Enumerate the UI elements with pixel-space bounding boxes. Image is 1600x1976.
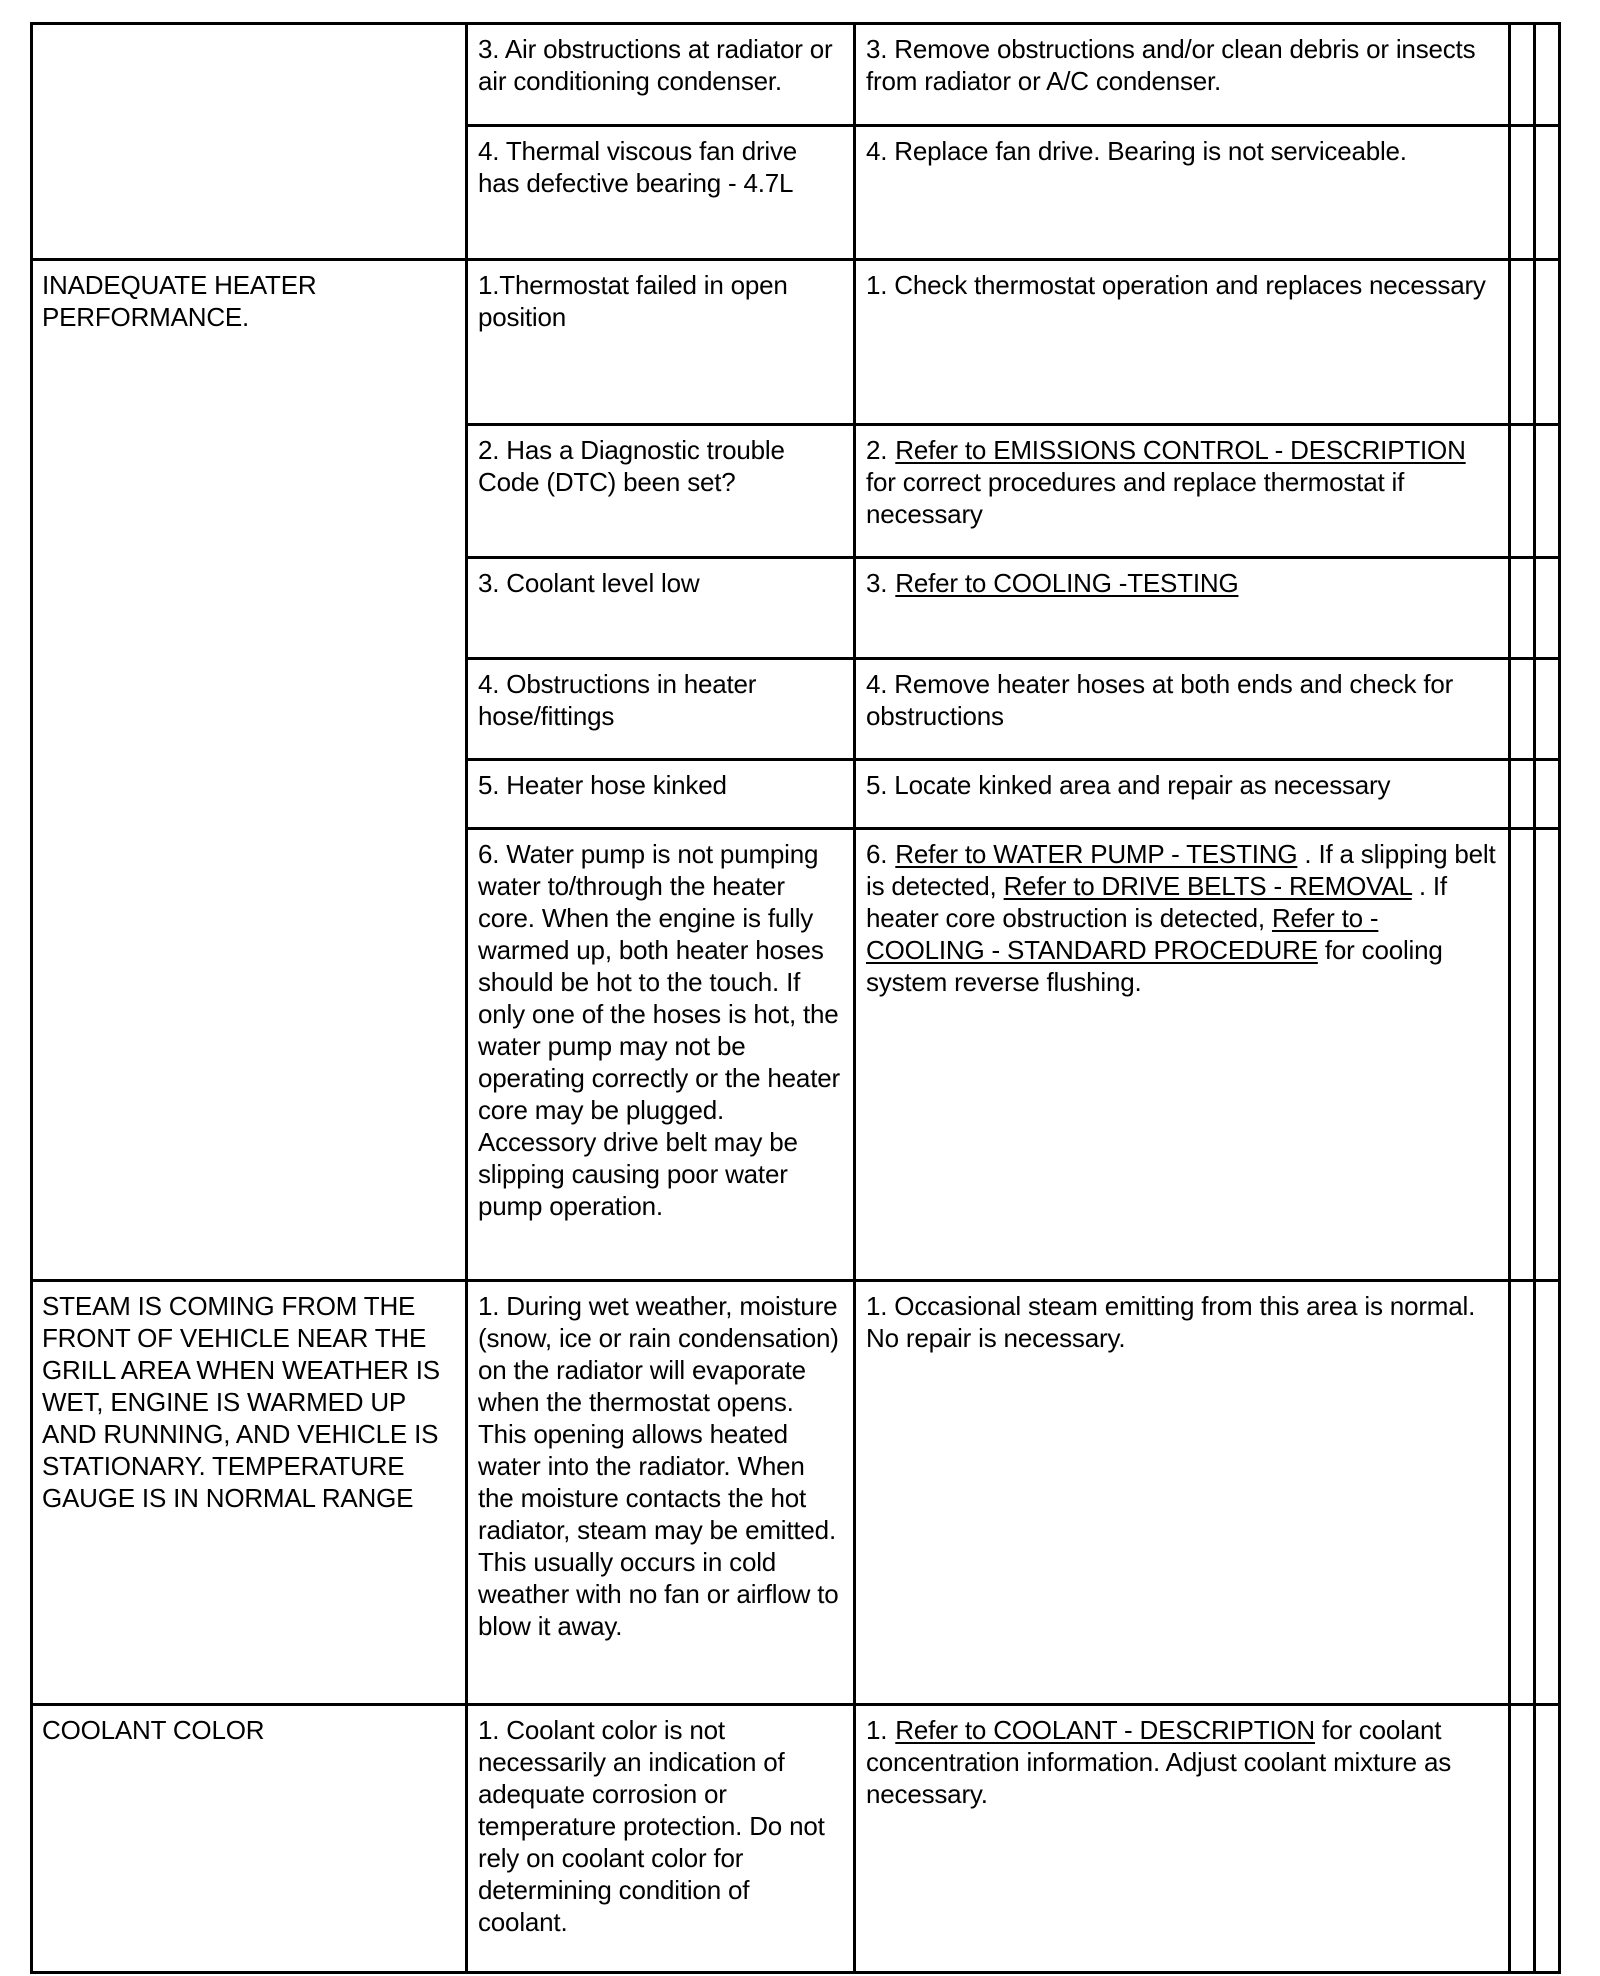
- correction-text: 1. Occasional steam emitting from this area is normal. No repair is necessary.: [866, 1291, 1476, 1353]
- check-column-a: [1510, 24, 1535, 126]
- check-column-b: [1535, 760, 1560, 829]
- correction-cell: [855, 1705, 1510, 1973]
- cross-reference-link[interactable]: Refer to WATER PUMP - TESTING: [895, 839, 1298, 869]
- condition-text: STEAM IS COMING FROM THE FRONT OF VEHICLE NEAR THE GRILL AREA WHEN WEATHER IS WET, ENGINE IS WARMED UP AND RUNNING, AND VEHICLE IS STATIONARY. TEMPERATURE GAUGE IS IN NORMAL RANGE: [42, 1291, 440, 1513]
- check-column-a: [1510, 659, 1535, 760]
- check-column-a: [1510, 760, 1535, 829]
- cause-cell: [467, 260, 855, 425]
- correction-text: 4. Remove heater hoses at both ends and check for obstructions: [866, 669, 1454, 731]
- correction-cell: [855, 1281, 1510, 1705]
- cause-cell: [467, 24, 855, 126]
- correction-text: . If heater core obstruction is detected,: [866, 871, 1447, 933]
- check-column-b: [1535, 24, 1560, 126]
- cause-text: 1. Coolant color is not necessarily an indication of adequate corrosion or temperature protection. Do not rely on coolant color for determining condition of coolant.: [478, 1715, 825, 1937]
- correction-number: 3.: [866, 568, 888, 598]
- check-column-a: [1510, 126, 1535, 260]
- condition-text: COOLANT COLOR: [42, 1715, 265, 1745]
- cause-text: 3. Air obstructions at radiator or air conditioning condenser.: [478, 34, 833, 96]
- correction-text: for cooling system reverse flushing.: [866, 935, 1443, 997]
- cross-reference-link[interactable]: Refer to DRIVE BELTS - REMOVAL: [1003, 871, 1412, 901]
- correction-text: for coolant concentration information. Adjust coolant mixture as necessary.: [866, 1715, 1452, 1809]
- check-column-b: [1535, 126, 1560, 260]
- condition-cell: [32, 1705, 467, 1973]
- cross-reference-link[interactable]: Refer to COOLANT - DESCRIPTION: [895, 1715, 1316, 1745]
- check-column-a: [1510, 1705, 1535, 1973]
- correction-text: 3. Remove obstructions and/or clean debris or insects from radiator or A/C condenser.: [866, 34, 1476, 96]
- cross-reference-link[interactable]: Refer to COOLING -TESTING: [895, 568, 1239, 598]
- cause-cell: [467, 425, 855, 558]
- table-row: [32, 1281, 1560, 1705]
- correction-text: 5. Locate kinked area and repair as necessary: [866, 770, 1391, 800]
- cause-text: 1. During wet weather, moisture (snow, ice or rain condensation) on the radiator will evaporate when the thermostat opens. This opening allows heated water into the radiator. When the moisture contacts the hot radiator, steam may be emitted. This usually occurs in cold weather with no fan or airflow to blow it away.: [478, 1291, 839, 1641]
- check-column-a: [1510, 829, 1535, 1281]
- cause-text: 5. Heater hose kinked: [478, 770, 727, 800]
- check-column-b: [1535, 558, 1560, 659]
- correction-text: . If a slipping belt is detected,: [866, 839, 1496, 901]
- cause-text: 6. Water pump is not pumping water to/through the heater core. When the engine is fully warmed up, both heater hoses should be hot to the touch. If only one of the hoses is hot, the water pump may not be operating correctly or the heater core may be plugged. Accessory drive belt may be slipping causing poor water pump operation.: [478, 839, 840, 1221]
- correction-text: 4. Replace fan drive. Bearing is not serviceable.: [866, 136, 1407, 166]
- cause-cell: [467, 760, 855, 829]
- cause-text: 1.Thermostat failed in open position: [478, 270, 788, 332]
- table-row: [32, 1705, 1560, 1973]
- check-column-b: [1535, 1705, 1560, 1973]
- check-column-a: [1510, 425, 1535, 558]
- cause-text: 4. Thermal viscous fan drive has defective bearing - 4.7L: [478, 136, 798, 198]
- check-column-b: [1535, 425, 1560, 558]
- cause-cell: [467, 558, 855, 659]
- cause-cell: [467, 829, 855, 1281]
- correction-cell: [855, 126, 1510, 260]
- table-row: [32, 260, 1560, 425]
- cause-cell: [467, 126, 855, 260]
- correction-cell: [855, 558, 1510, 659]
- cause-cell: [467, 1705, 855, 1973]
- correction-text: for correct procedures and replace thermostat if necessary: [866, 467, 1405, 529]
- cause-text: 3. Coolant level low: [478, 568, 700, 598]
- correction-cell: [855, 829, 1510, 1281]
- check-column-b: [1535, 659, 1560, 760]
- correction-text: 1. Check thermostat operation and replaces necessary: [866, 270, 1486, 300]
- correction-cell: [855, 760, 1510, 829]
- diagnosis-table: [30, 22, 1561, 1974]
- check-column-b: [1535, 829, 1560, 1281]
- correction-cell: [855, 260, 1510, 425]
- condition-cell: [32, 260, 467, 1281]
- check-column-a: [1510, 260, 1535, 425]
- cause-cell: [467, 659, 855, 760]
- check-column-b: [1535, 1281, 1560, 1705]
- table-row: [32, 24, 1560, 126]
- check-column-a: [1510, 1281, 1535, 1705]
- condition-cell: [32, 24, 467, 260]
- cause-cell: [467, 1281, 855, 1705]
- check-column-a: [1510, 558, 1535, 659]
- cause-text: 4. Obstructions in heater hose/fittings: [478, 669, 757, 731]
- cross-reference-link[interactable]: Refer to - COOLING - STANDARD PROCEDURE: [866, 903, 1379, 965]
- condition-text: INADEQUATE HEATER PERFORMANCE.: [42, 270, 317, 332]
- cause-text: 2. Has a Diagnostic trouble Code (DTC) been set?: [478, 435, 785, 497]
- correction-cell: [855, 24, 1510, 126]
- correction-cell: [855, 659, 1510, 760]
- condition-cell: [32, 1281, 467, 1705]
- cross-reference-link[interactable]: Refer to EMISSIONS CONTROL - DESCRIPTION: [895, 435, 1466, 465]
- correction-number: 1.: [866, 1715, 888, 1745]
- correction-number: 6.: [866, 839, 888, 869]
- check-column-b: [1535, 260, 1560, 425]
- correction-cell: [855, 425, 1510, 558]
- correction-number: 2.: [866, 435, 888, 465]
